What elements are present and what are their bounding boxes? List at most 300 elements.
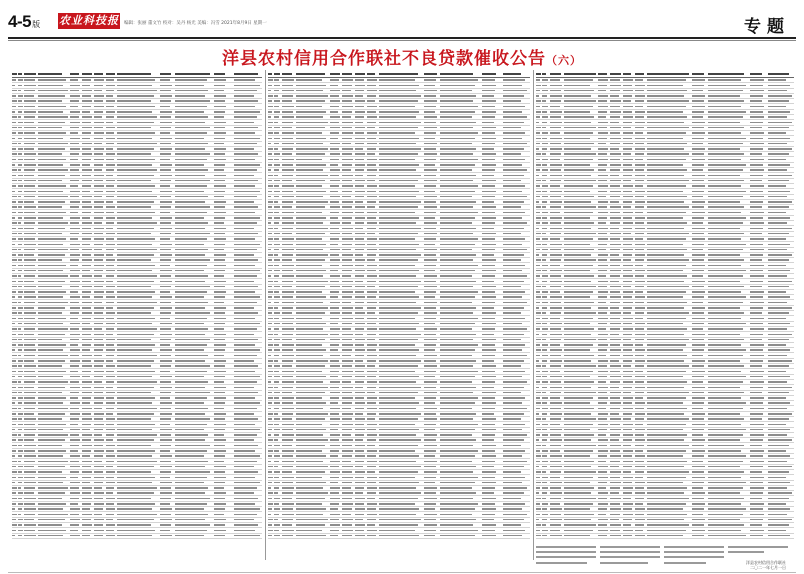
table-cell [647, 498, 689, 500]
table-cell [623, 212, 633, 214]
table-cell [610, 312, 621, 314]
table-cell [94, 418, 103, 420]
table-cell [296, 270, 326, 272]
table-cell [12, 482, 15, 484]
table-cell [117, 281, 154, 283]
table-cell [18, 201, 23, 203]
table-cell [424, 291, 436, 293]
table-cell [482, 434, 495, 436]
table-cell [214, 238, 226, 240]
table-cell [355, 196, 364, 198]
table-cell [175, 111, 204, 113]
table-cell [550, 349, 562, 351]
table-cell [282, 291, 294, 293]
table-cell [482, 392, 496, 394]
table-cell [70, 503, 78, 505]
table-cell [94, 371, 104, 373]
table-cell [379, 281, 421, 283]
table-cell [342, 508, 352, 510]
table-cell [424, 153, 437, 155]
table-cell [598, 249, 606, 251]
table-cell [18, 514, 21, 516]
table-cell [82, 169, 92, 171]
table-cell [503, 376, 522, 378]
table-cell [24, 79, 35, 81]
table-cell [268, 127, 272, 129]
table-cell [342, 471, 352, 473]
table-cell [379, 439, 421, 441]
table-cell [708, 175, 740, 177]
table-cell [330, 148, 339, 150]
table-cell [750, 439, 763, 441]
table-cell [214, 413, 226, 415]
table-cell [234, 95, 254, 97]
table-cell [70, 461, 79, 463]
table-cell [38, 360, 65, 362]
table-cell [610, 153, 621, 155]
table-cell [750, 259, 762, 261]
table-cell [647, 95, 684, 97]
table-cell [708, 111, 746, 113]
table-cell [18, 206, 22, 208]
table-cell [610, 85, 621, 87]
table-cell [503, 169, 527, 171]
table-cell [623, 206, 631, 208]
table-cell [18, 535, 22, 537]
table-cell [268, 397, 273, 399]
table-cell [160, 238, 170, 240]
table-cell [12, 143, 17, 145]
table-cell [12, 461, 17, 463]
table-cell [482, 376, 496, 378]
table-cell [160, 159, 170, 161]
table-cell [18, 381, 21, 383]
table-cell [482, 281, 494, 283]
table-cell [18, 85, 22, 87]
table-cell [768, 418, 789, 420]
table-cell [692, 228, 705, 230]
table-cell [94, 106, 104, 108]
table-cell [708, 164, 746, 166]
table-cell [18, 90, 21, 92]
table-cell [367, 445, 375, 447]
table-cell [768, 169, 787, 171]
table-cell [38, 180, 62, 182]
table-cell [117, 519, 154, 521]
table-cell [692, 323, 704, 325]
table-cell [482, 524, 496, 526]
table-cell [623, 418, 631, 420]
table-cell [692, 328, 703, 330]
table-cell [342, 450, 353, 452]
table-cell [542, 508, 547, 510]
table-cell [768, 244, 790, 246]
table-cell [355, 514, 364, 516]
table-cell [635, 254, 645, 256]
table-cell [282, 201, 293, 203]
table-cell [768, 524, 789, 526]
table-cell [12, 408, 17, 410]
table-cell [379, 487, 416, 489]
table-cell [355, 376, 365, 378]
table-cell [38, 397, 66, 399]
table-cell [564, 429, 590, 431]
table-cell [355, 312, 365, 314]
table-cell [542, 387, 547, 389]
table-cell [542, 461, 548, 463]
table-cell [12, 201, 16, 203]
table-cell [692, 116, 703, 118]
table-cell [268, 508, 272, 510]
table-cell [38, 73, 62, 75]
table-cell [536, 318, 540, 320]
table-cell [482, 73, 496, 75]
table-cell [623, 191, 632, 193]
table-cell [635, 344, 643, 346]
table-cell [330, 222, 340, 224]
table-cell [160, 259, 171, 261]
table-cell [692, 397, 705, 399]
table-cell [564, 238, 593, 240]
table-cell [623, 471, 631, 473]
table-cell [175, 238, 207, 240]
table-cell [564, 323, 590, 325]
table-cell [610, 217, 621, 219]
table-cell [482, 201, 494, 203]
table-cell [647, 196, 687, 198]
table-cell [24, 312, 36, 314]
table-cell [768, 175, 792, 177]
table-cell [355, 381, 364, 383]
table-cell [355, 127, 365, 129]
table-cell [750, 328, 764, 330]
table-cell [708, 471, 744, 473]
table-cell [38, 530, 66, 532]
table-cell [598, 302, 606, 304]
table-cell [18, 455, 22, 457]
table-cell [24, 402, 36, 404]
table-cell [106, 349, 115, 351]
table-cell [647, 132, 686, 134]
table-cell [623, 339, 631, 341]
table-cell [503, 79, 525, 81]
table-cell [106, 492, 113, 494]
table-cell [330, 185, 339, 187]
table-cell [355, 217, 365, 219]
table-cell [536, 387, 539, 389]
table-cell [274, 482, 280, 484]
table-cell [282, 402, 293, 404]
table-cell [768, 508, 790, 510]
table-cell [234, 508, 260, 510]
table-cell [268, 450, 273, 452]
table-cell [355, 418, 365, 420]
table-cell [623, 138, 632, 140]
table-cell [635, 334, 645, 336]
table-cell [342, 392, 352, 394]
table-cell [82, 461, 92, 463]
table-cell [692, 530, 705, 532]
table-cell [768, 132, 786, 134]
table-cell [268, 191, 272, 193]
table-cell [234, 429, 260, 431]
table-cell [708, 100, 744, 102]
table-cell [24, 492, 34, 494]
table-cell [82, 312, 92, 314]
table-cell [440, 471, 473, 473]
table-cell [234, 355, 257, 357]
table-cell [82, 429, 90, 431]
table-cell [38, 334, 65, 336]
table-cell [268, 402, 272, 404]
table-cell [234, 275, 257, 277]
table-cell [24, 106, 35, 108]
table-cell [296, 111, 326, 113]
table-cell [24, 508, 36, 510]
table-cell [234, 296, 260, 298]
table-cell [750, 365, 762, 367]
table-cell [367, 434, 377, 436]
table-cell [635, 265, 643, 267]
table-cell [70, 328, 79, 330]
table-cell [647, 249, 687, 251]
table-cell [274, 477, 279, 479]
table-cell [367, 73, 375, 75]
table-cell [564, 164, 590, 166]
table-cell [296, 434, 323, 436]
table-cell [24, 381, 35, 383]
table-cell [70, 132, 78, 134]
table-cell [379, 397, 415, 399]
table-cell [536, 524, 541, 526]
table-cell [214, 471, 225, 473]
table-cell [296, 90, 323, 92]
table-cell [367, 296, 376, 298]
table-cell [542, 73, 546, 75]
table-cell [550, 371, 560, 373]
table-cell [214, 535, 225, 537]
table-cell [503, 519, 524, 521]
table-cell [424, 461, 437, 463]
table-cell [424, 296, 435, 298]
table-cell [330, 217, 338, 219]
table-cell [440, 477, 478, 479]
table-cell [94, 387, 104, 389]
table-cell [768, 503, 786, 505]
table-cell [750, 254, 763, 256]
table-cell [117, 381, 157, 383]
table-cell [38, 296, 63, 298]
table-cell [424, 116, 437, 118]
table-cell [106, 222, 114, 224]
table-cell [768, 530, 786, 532]
table-cell [550, 339, 561, 341]
table-cell [536, 323, 541, 325]
table-cell [24, 450, 35, 452]
table-cell [12, 175, 16, 177]
table-cell [542, 318, 548, 320]
table-cell [274, 524, 280, 526]
table-cell [117, 450, 155, 452]
table-cell [424, 244, 435, 246]
table-cell [342, 175, 353, 177]
table-cell [692, 175, 705, 177]
table-cell [70, 413, 80, 415]
table-cell [38, 111, 63, 113]
table-cell [623, 106, 633, 108]
table-cell [274, 413, 278, 415]
table-cell [38, 519, 65, 521]
table-cell [234, 286, 258, 288]
table-cell [355, 111, 365, 113]
table-cell [623, 270, 632, 272]
table-cell [342, 106, 353, 108]
table-cell [234, 233, 258, 235]
table-cell [106, 445, 115, 447]
table-cell [598, 164, 607, 166]
table-cell [296, 429, 326, 431]
table-cell [750, 206, 762, 208]
table-cell [282, 429, 293, 431]
table-cell [296, 138, 326, 140]
table-cell [330, 238, 339, 240]
table-cell [692, 402, 704, 404]
table-cell [424, 138, 435, 140]
table-cell [692, 270, 704, 272]
table-cell [692, 185, 705, 187]
table-cell [175, 143, 208, 145]
table-cell [503, 196, 527, 198]
table-cell [647, 508, 683, 510]
table-cell [482, 180, 496, 182]
table-cell [274, 270, 280, 272]
table-cell [610, 259, 621, 261]
table-cell [282, 450, 294, 452]
table-cell [330, 376, 338, 378]
table-cell [342, 434, 351, 436]
table-cell [214, 180, 225, 182]
table-cell [12, 323, 15, 325]
table-cell [296, 143, 323, 145]
table-cell [379, 100, 418, 102]
table-cell [70, 445, 79, 447]
table-cell [708, 477, 741, 479]
table-cell [268, 328, 271, 330]
table-cell [117, 530, 155, 532]
table-cell [635, 85, 645, 87]
table-cell [482, 307, 494, 309]
table-cell [692, 111, 704, 113]
table-cell [550, 238, 560, 240]
table-cell [598, 217, 607, 219]
table-cell [175, 302, 208, 304]
table-cell [18, 233, 22, 235]
table-cell [38, 466, 65, 468]
table-cell [282, 206, 292, 208]
table-cell [94, 73, 103, 75]
table-cell [234, 323, 260, 325]
table-cell [330, 122, 339, 124]
table-cell [296, 524, 325, 526]
table-cell [440, 508, 475, 510]
table-cell [542, 397, 548, 399]
table-cell [175, 148, 205, 150]
table-cell [70, 498, 79, 500]
table-cell [94, 487, 102, 489]
table-cell [768, 217, 790, 219]
table-cell [379, 323, 419, 325]
table-cell [647, 461, 687, 463]
table-cell [214, 254, 226, 256]
table-cell [342, 196, 351, 198]
table-cell [424, 439, 436, 441]
table-cell [355, 402, 365, 404]
table-cell [367, 328, 377, 330]
table-cell [623, 397, 633, 399]
table-cell [542, 159, 548, 161]
table-cell [234, 249, 257, 251]
table-cell [750, 159, 764, 161]
table-cell [708, 535, 746, 537]
table-cell [175, 191, 204, 193]
table-cell [342, 492, 353, 494]
table-cell [550, 466, 562, 468]
table-cell [214, 164, 225, 166]
table-cell [598, 524, 607, 526]
table-cell [106, 270, 115, 272]
table-cell [12, 492, 16, 494]
table-cell [623, 85, 632, 87]
table-cell [610, 222, 620, 224]
table-cell [38, 169, 68, 171]
table-cell [536, 85, 541, 87]
table-cell [623, 159, 633, 161]
table-cell [330, 233, 340, 235]
table-cell [503, 100, 521, 102]
table-cell [94, 275, 102, 277]
table-cell [282, 265, 294, 267]
table-cell [564, 196, 594, 198]
table-cell [342, 222, 351, 224]
table-cell [342, 185, 353, 187]
table-cell [598, 265, 608, 267]
table-cell [379, 360, 421, 362]
table-cell [635, 259, 644, 261]
table-cell [82, 450, 91, 452]
table-cell [482, 519, 494, 521]
table-cell [94, 334, 104, 336]
table-cell [367, 191, 376, 193]
table-cell [160, 222, 171, 224]
table-cell [214, 302, 224, 304]
table-cell [355, 132, 364, 134]
table-cell [268, 79, 273, 81]
table-cell [234, 191, 260, 193]
table-cell [82, 116, 92, 118]
table-cell [564, 185, 593, 187]
table-cell [536, 217, 541, 219]
table-cell [708, 381, 743, 383]
table-cell [234, 503, 255, 505]
table-cell [647, 254, 684, 256]
table-cell [282, 318, 294, 320]
table-cell [564, 408, 594, 410]
table-cell [379, 392, 418, 394]
table-cell [550, 365, 561, 367]
table-cell [24, 73, 36, 75]
table-cell [117, 328, 157, 330]
table-cell [160, 429, 172, 431]
